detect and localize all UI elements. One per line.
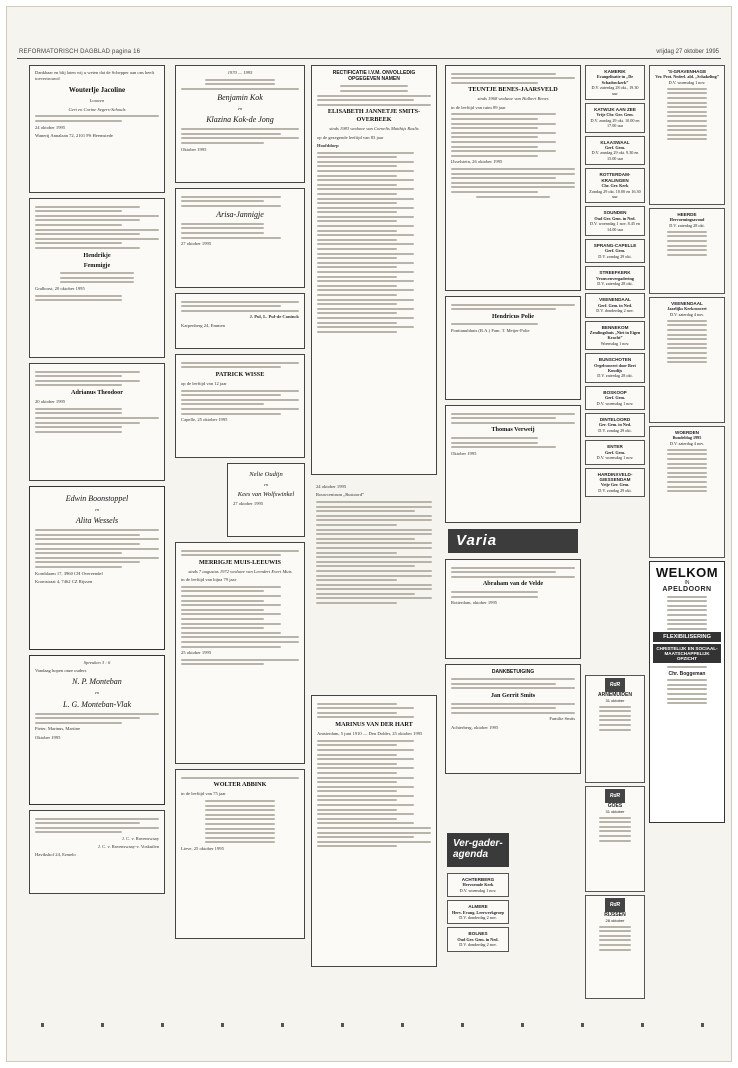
calendar-item: SPRANG-CAPELLE Gerf. Gem. D.V. zondag 29 okt. — [585, 239, 645, 263]
ad-place: IJsselstein, 26 oktober 1995 — [451, 159, 503, 165]
wedding-ad — [227, 463, 305, 537]
calendar-item: VEENENDAAL Jaarlijks Kerkconcert D.V. zaterdag 4 nov. — [649, 297, 725, 423]
ad-date: 20 oktober 1995 — [35, 398, 66, 404]
parents: Gert en Corine Segers-Schouls — [68, 106, 126, 112]
ad-intro: Vandaag hopen onze ouders — [35, 668, 87, 674]
calendar-item: ALMERE Herv. Evang. Leerwerkgroep D.V. donderdag 2 nov. — [447, 900, 509, 924]
signatories: Familie Smits — [549, 716, 575, 722]
ad-address: Wanerij Annalaan 72, 2101 PS Heemstede — [35, 132, 113, 138]
deceased-age: in de leeftijd van bijna 79 jaar — [181, 576, 237, 582]
signatories: Pieter, Marinus, Martine — [35, 726, 80, 732]
radio-logo: RdR — [605, 898, 625, 912]
ad-date: 25 oktober 1995 — [181, 650, 212, 656]
death-notice-van-der-hart — [311, 695, 437, 967]
ad-place: Capelle, 25 oktober 1995 — [181, 417, 228, 423]
registration-marks — [21, 1023, 717, 1031]
acknowledgement-ad — [445, 664, 581, 774]
ad-date: Oktober 1995 — [181, 146, 207, 152]
thanks-ad — [29, 810, 165, 894]
ad-date: 24 oktober 1995 — [35, 124, 66, 130]
husband-name: N. P. Monteban — [72, 677, 122, 687]
second-name: Femmigje — [83, 261, 111, 269]
wife-name: L. G. Monteban-Vlak — [63, 699, 131, 709]
birth-poem-ad — [175, 188, 305, 288]
ad-date: 27 oktober 1995 — [181, 241, 212, 247]
calendar-item: VEENENDAAL Gerf. Gem. in Ned. D.V. donderdag 2 nov. — [585, 293, 645, 317]
calendar-item: BUNSCHOTEN Orgelconcert door Bert Koudijs D.V. zaterdag 28 okt. — [585, 353, 645, 383]
deceased-name: Abraham van de Velde — [482, 580, 544, 588]
calendar-item: BENNEKOM Zendingshuis „Niet in Eigen Kracht” Woensdag 1 nov. — [585, 321, 645, 351]
calendar-item: 'S-GRAVENHAGE Ver. Prot. Nederl. ald. „Schakeling” D.V. woensdag 1 nov. — [649, 65, 725, 205]
memorial-ad — [29, 198, 165, 358]
radio-ads — [585, 675, 645, 1002]
ad-place: Rouwcentrum „Rustoord” — [316, 492, 365, 498]
calendar-item: BOLNES Oud Ger. Gem. in Ned. D.V. donderdag 2 nov. — [447, 927, 509, 951]
calendar-item: WOERDEN Bundeldag 1995 D.V. zaterdag 4 nov. — [649, 426, 725, 558]
wife-name: Klazina Kok-de Jong — [206, 115, 274, 125]
deceased-name: PATRICK WISSE — [215, 370, 265, 378]
ad-conjunction: en — [263, 481, 269, 487]
ad-place: Lieve, 25 oktober 1995 — [181, 845, 224, 851]
newspaper-page — [6, 6, 732, 1062]
column-5-calendar — [585, 65, 645, 500]
widow-of: sinds 1968 weduwe van Hulbert Benes — [477, 96, 549, 102]
column-6 — [649, 65, 725, 823]
signatories: Pontianuhhuis (R.A.) Fam. T. Meijer-Polie — [451, 327, 530, 333]
radio-ad-goes: RdR GOES 31 oktober — [585, 786, 645, 892]
calendar-item: HEERDE Hervormingsavond D.V. zaterdag 28 okt. — [649, 208, 725, 294]
child-name: Wouterlje Jacoline — [68, 86, 126, 95]
speaker-name: Chr. Boggeman — [668, 670, 706, 677]
deceased-name: Thomas Verweij — [491, 426, 535, 434]
running-head-left: REFORMATORISCH DAGBLAD pagina 16 — [19, 49, 141, 55]
death-notice-muis — [175, 542, 305, 764]
rectification-ad — [311, 65, 437, 475]
ad-conjunction: en — [94, 690, 100, 696]
calendar-item: STREEFKERK Vrouwenvergadering D.V. zaterdag 28 okt. — [585, 266, 645, 290]
ad-date: Achterberg, oktober 1995 — [451, 724, 499, 730]
death-notice-abbink — [175, 769, 305, 939]
deceased-name: Hendricus Polie — [491, 312, 535, 320]
remembrance-ad — [175, 293, 305, 349]
signatory-1: J. C. v. Ravenswaay — [122, 835, 159, 841]
radio-logo: RdR — [605, 678, 625, 692]
deceased-age: in de leeftijd van ruim 89 jaar — [451, 104, 506, 110]
address-right: Kromstraat 4, 7462 CZ Rijssen — [35, 578, 93, 584]
calendar-item: ACHTERBERG Hervormde Kerk D.V. woensdag 1 nov. — [447, 873, 509, 897]
deceased-age: op de leeftijd van 12 jaar — [181, 380, 227, 386]
calendar-item: BOSKOOP Gerf. Gem. D.V. woensdag 1 nov. — [585, 386, 645, 410]
bible-verse: Spreuken 3 : 6 — [83, 660, 111, 665]
column-3 — [311, 65, 437, 972]
ad-subtitle: Louwen — [89, 98, 105, 104]
christelijk-banner: CHRISTELIJK EN SOCIAAL-MAATSCHAPPELIJK OPZICHT — [653, 644, 721, 663]
bride-name: Alita Wessels — [75, 516, 119, 526]
groom-name: Edwin Boonstoppel — [65, 494, 129, 503]
signatory-2: J. C. v. Ravenswaay-v. Voskuilen — [98, 844, 159, 850]
signatories: J. Pul, L. Pul-de Coninck — [249, 314, 299, 320]
running-head — [17, 47, 721, 59]
varia-logo: Varia — [448, 529, 578, 553]
deceased-name: MERRIGJE MUIS-LEEUWIS — [199, 558, 281, 566]
ad-place: Havikshof 24, Ermelo — [35, 852, 76, 858]
memorial-polie — [445, 296, 581, 400]
deceased-age: in de leeftijd van 75 jaar — [181, 791, 226, 797]
agenda-lower-list — [447, 873, 509, 955]
death-notice-wisse — [175, 354, 305, 458]
calendar-item: KAMERIK Evangelisatie in „De Schaduwkerk” D.V. zaterdag 28 okt., 19.30 uur — [585, 65, 645, 100]
ad-conjunction: en — [94, 507, 100, 512]
engagement-ad — [29, 486, 165, 650]
anniversary-ad — [29, 655, 165, 805]
welkom-place: APELDOORN — [662, 586, 712, 593]
deceased-name: Jan Gerrit Smits — [490, 691, 536, 699]
column-2 — [175, 65, 305, 944]
bride-name: Nelie Oudijn — [249, 471, 283, 478]
welkom-in: IN — [684, 580, 690, 586]
deceased-name: MARINUS VAN DER HART — [335, 720, 413, 728]
calendar-item: SOUNDEN Oud Ger. Gem. in Ned. D.V. woensdag 1 nov. 8.45 en 14.00 uur — [585, 206, 645, 236]
ad-place: Hoofddorp — [317, 142, 339, 148]
column-4 — [445, 65, 581, 779]
calendar-item: KATWIJK AAN ZEE Vrije Chr. Ger. Gem. D.V. zondag 29 okt. 10.00 en 17.00 uur — [585, 103, 645, 133]
funeral-info — [311, 480, 437, 690]
birth-death-place: Amsterdam, 5 juni 1910 — Den Dolder, 25 oktober 1995 — [317, 730, 423, 736]
groom-name: Kees van Wolfswinkel — [237, 490, 295, 498]
death-announcement-ad — [29, 363, 165, 481]
welkom-heading: WELKOM — [655, 565, 719, 580]
radio-ad-arnemuiden: RdR ARNEMUIDEN 31 oktober — [585, 675, 645, 783]
ad-date: 24 oktober 1995 — [316, 484, 347, 489]
calendar-item: KLAASWAAL Gerf. Gem. D.V. zondag 29 okt. 9.30 en 15.00 uur — [585, 136, 645, 166]
address-left: Kornblaam 17, 3960 CH Overeendel — [35, 570, 103, 576]
ad-intro: Dankbaar en blij laten wij u weten dat de Schepper aan ons heeft toevertrouwd — [35, 70, 155, 82]
radio-logo: RdR — [605, 789, 625, 803]
ad-date: Oktober 1995 — [35, 734, 61, 740]
ad-place-date: Gralhorst, 20 oktober 1995 — [35, 285, 85, 291]
ad-place: Karpenberg 24, Emmen — [181, 322, 225, 328]
deceased-name: WOLTER ABBINK — [213, 781, 267, 789]
ad-heading: RECTIFICATIE I.V.M. ONVOLLEDIG OPGEGEVEN NAMEN — [332, 70, 416, 83]
first-name: Hendrikje — [83, 251, 111, 259]
ad-years: 1970 — 1995 — [227, 70, 253, 75]
widow-of: sinds 1983 weduwe van Cornelis Matthijs Raslis — [329, 126, 419, 132]
memorial-verweij — [445, 405, 581, 523]
radio-ad-rijssen: RdR RIJSSEN 28 oktober — [585, 895, 645, 999]
deceased-age: op de gezegende leeftijd van 83 jaar — [317, 134, 384, 140]
deceased-name: ELISABETH JANNETJE SMITS-OVERBEEK — [327, 108, 421, 124]
vergader-agenda-logo: Ver-gader-agenda — [447, 833, 509, 867]
calendar-item: ENTER Gerf. Gem. D.V. woensdag 1 nov. — [585, 440, 645, 464]
flexibilisering-banner: FLEXIBILISERING — [653, 632, 721, 642]
ad-date: 27 oktober 1995 — [233, 501, 264, 507]
ad-heading: DANKBETUIGING — [491, 669, 535, 675]
memorial-van-de-velde — [445, 559, 581, 659]
calendar-item: HARDINXVELD-GIESSENDAM Vrije Ger. Gem. D.V. zondag 29 okt. — [585, 468, 645, 498]
widow-of: sinds 7 augustus 1972 weduwe van Leendert Evert Muis — [188, 568, 292, 574]
running-head-right: vrijdag 27 oktober 1995 — [656, 49, 719, 55]
ad-date: Oktober 1995 — [451, 450, 477, 456]
column-1 — [29, 65, 165, 899]
calendar-item: ROTTERDAM-KRALINGEN Chr. Ger. Kerk Zondag 29 okt. 10.00 en 16.30 uur — [585, 168, 645, 203]
husband-name: Benjamin Kok — [217, 92, 263, 102]
jubilee-ad — [175, 65, 305, 183]
welkom-apeldoorn-ad — [649, 561, 725, 823]
death-notice-benes — [445, 65, 581, 291]
child-name: Arisa-Jannigje — [216, 209, 264, 219]
ad-place: Rotterdam, oktober 1995 — [451, 600, 498, 606]
birth-announcement-ad — [29, 65, 165, 193]
calendar-item: DINTELOORD Ger. Gem. in Ned. D.V. zondag 29 okt. — [585, 413, 645, 437]
deceased-name: Adrianus Theodoor — [71, 388, 123, 396]
deceased-name: TEUNTJE BENES-JAARSVELD — [468, 86, 558, 94]
ad-conjunction: en — [237, 105, 243, 111]
